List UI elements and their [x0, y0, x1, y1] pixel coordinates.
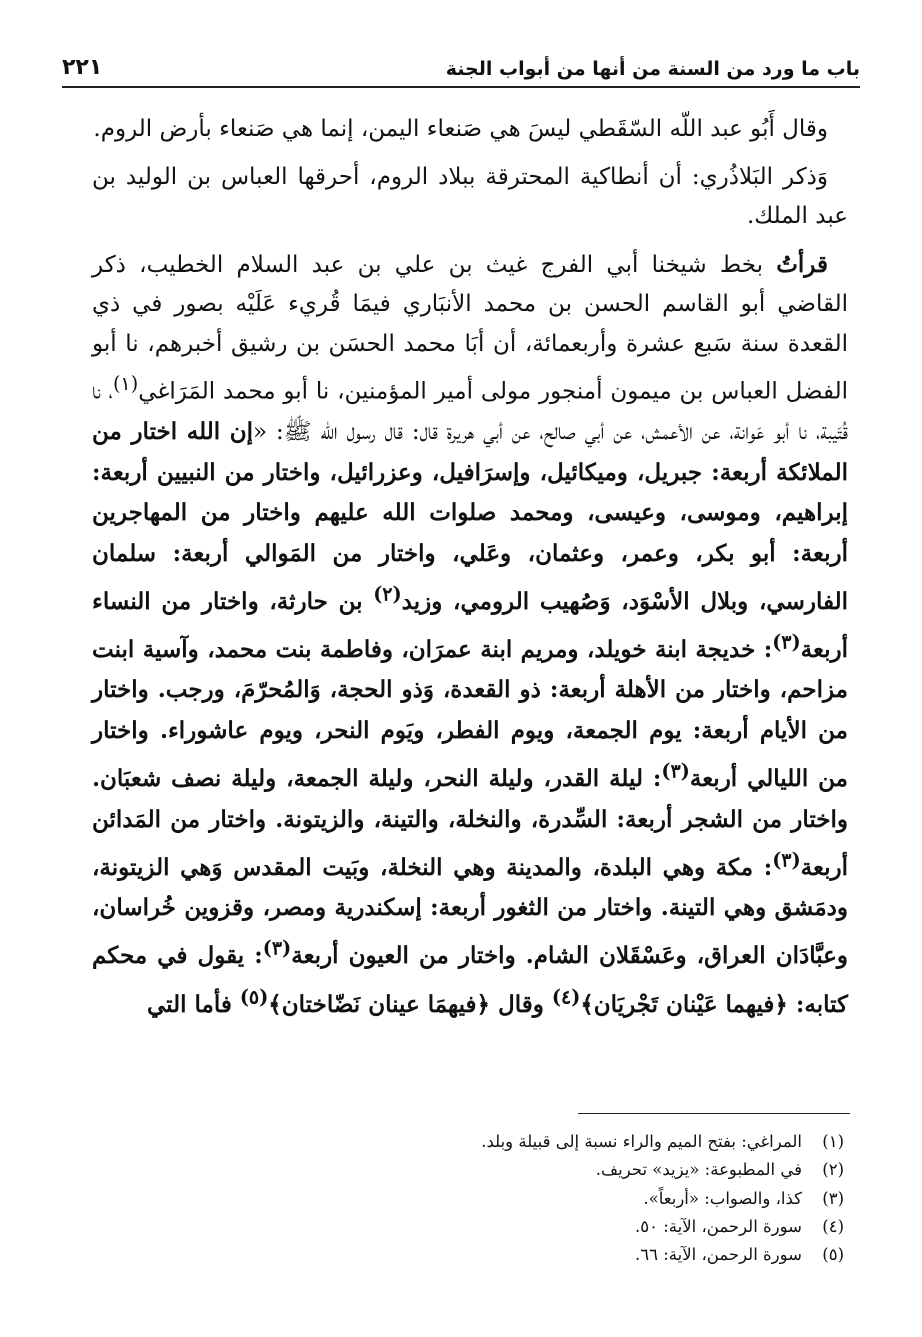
- footnote-item: [92, 1128, 844, 1156]
- footnote-ref-3a: (٣): [772, 630, 801, 654]
- footnote-number: (١): [822, 1132, 844, 1151]
- footnote-text: المراغي: بفتح الميم والراء نسبة إلى قبيلة وبلد.: [481, 1132, 802, 1151]
- footnote-separator: [578, 1113, 850, 1114]
- footnote-text: كذا، والصواب: «أربعاً».: [643, 1188, 802, 1208]
- footnote-ref-5: (٥): [239, 984, 269, 1008]
- isnad-text-2: ، نا قُتَيبة، نا أبو عَوانة، عن الأعمش، عن أبي صالح، عن أبي هريرة قال: قال رسول الله ﷺ: «: [92, 378, 848, 446]
- footnote-ref-4: (٤): [551, 984, 581, 1008]
- footnote-number: (٤): [822, 1216, 844, 1236]
- footnote-ref-2: (٢): [373, 582, 402, 606]
- hadith-part-2: بن حارثة، واختار من النساء أربعة: [92, 587, 848, 663]
- footnote-item: [92, 1213, 844, 1241]
- hadith-part-7: وقال ﴿فيهمَا عينان نَضّاختان﴾: [268, 990, 552, 1018]
- footnote-text: سورة الرحمن، الآية: ٦٦.: [634, 1245, 802, 1265]
- footnote-item: [92, 1185, 844, 1213]
- footnote-ref-1: (١): [112, 372, 139, 395]
- hadith-part-4: : ليلة القدر، وليلة النحر، وليلة الجمعة، وليلة نصف شعبَان. واختار من الشجر أربعة: السِّدرة، والنخلة، والتينة، والزيتونة. واختار من المَدائن أربعة: [92, 765, 848, 881]
- hadith-part-1: إن الله اختار من الملائكة أربعة: جبريل، وميكائيل، وإسرَافيل، وعزرائيل، واختار من النبيين أربعة: إبراهيم، وموسى، وعيسى، ومحمد صلوات الله عليهم واختار من المهاجرين أربعة: أبو بكر، وعمر، وعثمان، وعَلي، واختار من المَوالي أربعة: سلمان الفارسي، وبلال الأسْوَد، وَصُهيب الرومي، وزيد: [92, 418, 848, 615]
- footnote-ref-3b: (٣): [661, 759, 690, 783]
- paragraph-lead-word: قرأتُ: [776, 250, 828, 278]
- isnad-text: بخط شيخنا أبي الفرج غيث بن علي بن عبد السلام الخطيب، ذكر القاضي أبو القاسم الحسن بن محمد الأنبَاري فيمَا قُريء عَلَيْه بصور في ذي القعدة سنة سَبع عشرة وأربعمائة، أن أبَا محمد الحسَن بن رشيق أخبرهم، نا أبو الفضل العباس بن ميمون أمنجور مولى أمير المؤمنين، نا أبو محمد المَرَاغي: [92, 251, 848, 405]
- hadith-part-8: فأما التي: [146, 990, 240, 1018]
- paragraph-2: وَذكر البَلاذُري: أن أنطاكية المحترقة ببلاد الروم، أحرقها العباس بن الوليد بن عبد الملك.: [92, 163, 848, 229]
- footnote-number: (٣): [822, 1188, 844, 1208]
- hadith-part-3: : خديجة ابنة خويلد، ومريم ابنة عمرَان، وفاطمة بنت محمد، وآسية ابنت مزاحم، واختار من الأهلة أربعة: ذو القعدة، وَذو الحجة، وَالمُحرّمَ، ورجب. واختار من الأيام أربعة: يوم الجمعة، ويوم الفطر، ويَوم النحر، ويوم عاشوراء. واختار من الليالي أربعة: [92, 635, 848, 793]
- page-number: ٢٢١: [62, 55, 103, 80]
- paragraph-1: وقال أَبُو عبد اللّه السّقَطي ليسَ هي صَنعاء اليمن، إنما هي صَنعاء بأرض الروم.: [93, 116, 828, 142]
- footnote-ref-3d: (٣): [262, 936, 292, 960]
- page-header: [62, 46, 860, 88]
- hadith-text: [92, 418, 848, 1017]
- main-text: [92, 110, 848, 1033]
- paragraph-3: [92, 245, 848, 1026]
- footnote-item: [92, 1156, 844, 1184]
- footnote-text: في المطبوعة: «يزيد» تحريف.: [595, 1160, 802, 1180]
- footnote-ref-3c: (٣): [772, 848, 801, 872]
- footnote-item: [92, 1241, 844, 1269]
- hadith-part-5: : مكة وهي البلدة، والمدينة وهي النخلة، وبَيت المقدس وَهي الزيتونة، ودمَشق وهي التينة. واختار من الثغور أربعة: إسكندرية ومصر، وقزوين خُراسان، وعبَّادَان العراق، وعَسْقَلان الشام. واختار من العيون أربعة: [92, 853, 848, 970]
- footnote-text: سورة الرحمن، الآية: ٥٠.: [634, 1216, 802, 1236]
- footnotes: [92, 1128, 844, 1269]
- footnote-number: (٥): [822, 1245, 844, 1265]
- footnote-number: (٢): [822, 1160, 844, 1180]
- running-title: باب ما ورد من السنة من أنها من أبواب الجنة: [445, 58, 860, 80]
- hadith-part-6: : يقول في محكم كتابه: ﴿فيهما عَيْنان تَجْريَان﴾: [92, 942, 848, 1018]
